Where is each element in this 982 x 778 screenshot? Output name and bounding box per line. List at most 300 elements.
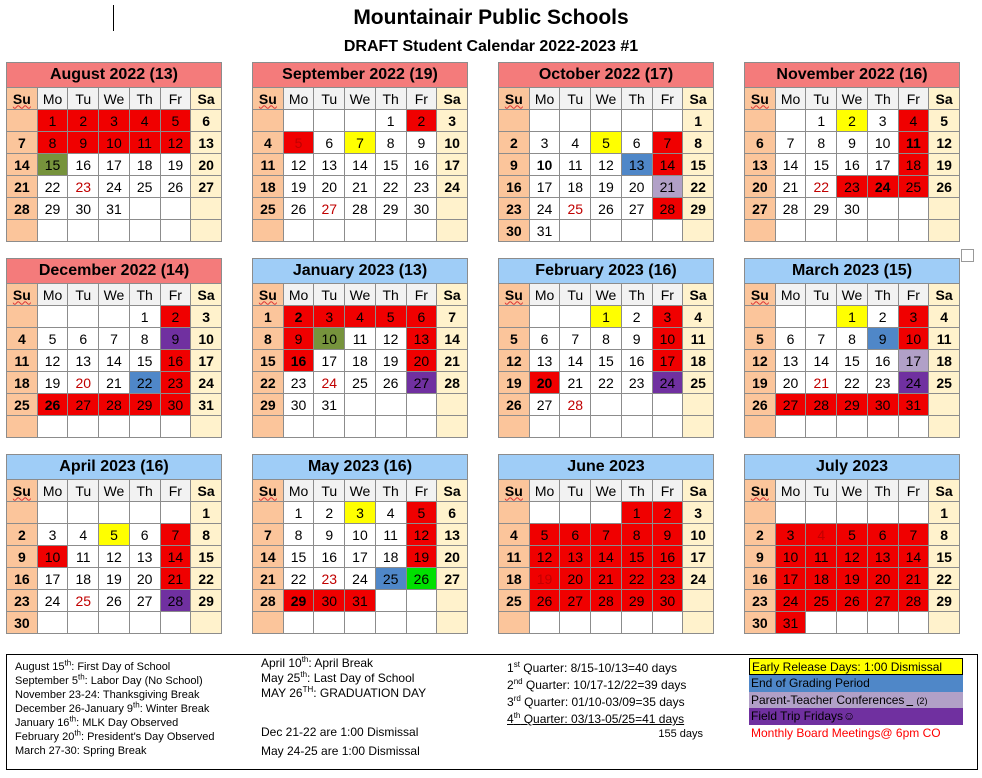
day-cell: 16 [867, 350, 898, 372]
month-header: April 2023 (16) [7, 455, 222, 480]
day-cell: 24 [345, 568, 376, 590]
weekday-header: We [99, 480, 130, 502]
weekday-header: Mo [283, 480, 314, 502]
weekday-header [499, 284, 530, 306]
resize-handle[interactable] [961, 249, 974, 262]
weekday-header: Sa [437, 88, 468, 110]
day-cell: 14 [898, 546, 929, 568]
day-cell [68, 220, 99, 242]
day-cell [898, 220, 929, 242]
day-cell: 25 [7, 394, 38, 416]
day-cell: 23 [499, 198, 530, 220]
day-cell: 17 [867, 154, 898, 176]
day-cell: 27 [314, 198, 345, 220]
day-cell [806, 612, 837, 634]
day-cell [775, 416, 806, 438]
weekday-header [253, 480, 284, 502]
weekday-header: Mo [37, 480, 68, 502]
day-cell: 2 [406, 110, 437, 132]
day-cell: 14 [560, 350, 591, 372]
day-cell: 21 [160, 568, 191, 590]
day-cell: 6 [68, 328, 99, 350]
day-cell: 15 [191, 546, 222, 568]
day-cell [160, 416, 191, 438]
weekday-header: Tu [806, 480, 837, 502]
day-cell: 25 [499, 590, 530, 612]
weekday-header: Mo [775, 480, 806, 502]
weekday-label: Su [504, 90, 523, 107]
day-cell: 28 [437, 372, 468, 394]
day-cell: 11 [68, 546, 99, 568]
weekday-header: Th [375, 284, 406, 306]
day-cell: 28 [7, 198, 38, 220]
weekday-header: Tu [806, 284, 837, 306]
day-cell [837, 220, 868, 242]
day-cell [499, 416, 530, 438]
day-cell [683, 394, 714, 416]
day-cell: 16 [621, 350, 652, 372]
day-cell [253, 612, 284, 634]
day-cell: 4 [68, 524, 99, 546]
month-calendar [6, 258, 222, 438]
month-calendar [744, 258, 960, 438]
day-cell: 27 [745, 198, 776, 220]
weekday-header: Sa [683, 284, 714, 306]
day-cell: 26 [406, 568, 437, 590]
day-cell: 19 [591, 176, 622, 198]
weekday-header: We [837, 284, 868, 306]
weekday-header: Mo [529, 480, 560, 502]
weekday-header: Fr [898, 480, 929, 502]
day-cell: 10 [652, 328, 683, 350]
weekday-header: We [99, 88, 130, 110]
day-cell: 5 [529, 524, 560, 546]
day-cell: 12 [529, 546, 560, 568]
weekday-label: Su [504, 482, 523, 499]
day-cell [129, 612, 160, 634]
day-cell: 6 [560, 524, 591, 546]
day-cell: 11 [7, 350, 38, 372]
day-cell: 4 [375, 502, 406, 524]
day-cell: 29 [837, 394, 868, 416]
day-cell: 24 [37, 590, 68, 612]
day-cell: 19 [929, 154, 960, 176]
day-cell: 21 [591, 568, 622, 590]
day-cell: 22 [129, 372, 160, 394]
day-cell: 18 [499, 568, 530, 590]
day-cell: 20 [745, 176, 776, 198]
day-cell [499, 502, 530, 524]
day-cell [406, 416, 437, 438]
day-cell: 21 [898, 568, 929, 590]
day-cell: 17 [437, 154, 468, 176]
weekday-header: Sa [191, 284, 222, 306]
day-cell [160, 612, 191, 634]
day-cell: 29 [683, 198, 714, 220]
day-cell: 25 [898, 176, 929, 198]
day-cell [345, 394, 376, 416]
day-cell: 28 [591, 590, 622, 612]
day-cell: 7 [652, 132, 683, 154]
day-cell: 29 [621, 590, 652, 612]
day-cell: 27 [529, 394, 560, 416]
day-cell: 18 [129, 154, 160, 176]
day-cell [375, 220, 406, 242]
page-title: Mountainair Public Schools [353, 6, 629, 29]
day-cell: 11 [560, 154, 591, 176]
day-cell: 28 [99, 394, 130, 416]
day-cell: 2 [867, 306, 898, 328]
month-calendar [744, 454, 960, 634]
weekday-header: We [591, 284, 622, 306]
day-cell: 6 [191, 110, 222, 132]
day-cell: 13 [560, 546, 591, 568]
day-cell: 16 [68, 154, 99, 176]
day-cell [591, 612, 622, 634]
day-cell: 26 [529, 590, 560, 612]
day-cell: 7 [591, 524, 622, 546]
weekday-header: Fr [652, 88, 683, 110]
day-cell: 3 [99, 110, 130, 132]
day-cell: 14 [99, 350, 130, 372]
day-cell: 23 [160, 372, 191, 394]
day-cell [314, 612, 345, 634]
day-cell: 11 [499, 546, 530, 568]
day-cell: 10 [529, 154, 560, 176]
day-cell [929, 612, 960, 634]
weekday-header [745, 480, 776, 502]
day-cell: 9 [499, 154, 530, 176]
day-cell: 1 [129, 306, 160, 328]
day-cell: 5 [37, 328, 68, 350]
day-cell: 23 [283, 372, 314, 394]
day-cell: 5 [929, 110, 960, 132]
day-cell: 19 [37, 372, 68, 394]
day-cell: 10 [99, 132, 130, 154]
day-cell: 30 [499, 220, 530, 242]
day-cell: 4 [806, 524, 837, 546]
day-cell: 2 [837, 110, 868, 132]
day-cell: 8 [129, 328, 160, 350]
day-cell [406, 612, 437, 634]
day-cell: 27 [129, 590, 160, 612]
holiday-note: August 15th: First Day of School [15, 658, 171, 673]
day-cell [837, 416, 868, 438]
day-cell: 7 [253, 524, 284, 546]
day-cell: 17 [652, 350, 683, 372]
weekday-label: Su [258, 286, 277, 303]
day-cell: 31 [898, 394, 929, 416]
day-cell [837, 612, 868, 634]
day-cell: 16 [652, 546, 683, 568]
day-cell: 18 [560, 176, 591, 198]
day-cell [621, 394, 652, 416]
day-cell [591, 502, 622, 524]
day-cell [806, 502, 837, 524]
key-board-meetings: Monthly Board Meetings@ 6pm CO [751, 726, 941, 740]
day-cell: 29 [129, 394, 160, 416]
weekday-header: Mo [775, 88, 806, 110]
holiday-note: March 27-30: Spring Break [15, 745, 147, 757]
day-cell: 28 [160, 590, 191, 612]
weekday-header: Sa [929, 480, 960, 502]
weekday-header: Tu [806, 88, 837, 110]
day-cell: 17 [99, 154, 130, 176]
holiday-note: November 23-24: Thanksgiving Break [15, 689, 200, 701]
day-cell: 17 [345, 546, 376, 568]
day-cell: 31 [191, 394, 222, 416]
day-cell [560, 220, 591, 242]
day-cell: 8 [253, 328, 284, 350]
weekday-header: Th [621, 88, 652, 110]
weekday-header: Sa [929, 284, 960, 306]
day-cell: 21 [345, 176, 376, 198]
day-cell: 26 [745, 394, 776, 416]
day-cell [283, 220, 314, 242]
day-cell: 19 [745, 372, 776, 394]
day-cell: 20 [621, 176, 652, 198]
day-cell: 22 [621, 568, 652, 590]
weekday-header: Th [129, 88, 160, 110]
day-cell [499, 612, 530, 634]
day-cell: 11 [129, 132, 160, 154]
day-cell: 2 [621, 306, 652, 328]
day-cell: 21 [652, 176, 683, 198]
day-cell [621, 612, 652, 634]
day-cell: 18 [7, 372, 38, 394]
day-cell [499, 306, 530, 328]
day-cell: 25 [683, 372, 714, 394]
quarter-note: 3rd Quarter: 01/10-03/09=35 days [507, 694, 685, 709]
weekday-label: Su [750, 286, 769, 303]
key-conferences [749, 692, 963, 709]
day-cell: 30 [652, 590, 683, 612]
day-cell [867, 198, 898, 220]
weekday-header [7, 480, 38, 502]
day-cell: 29 [283, 590, 314, 612]
weekday-header: Th [621, 284, 652, 306]
weekday-header: Tu [560, 480, 591, 502]
day-cell [867, 416, 898, 438]
day-cell [314, 220, 345, 242]
day-cell: 3 [345, 502, 376, 524]
day-cell: 10 [867, 132, 898, 154]
day-cell: 15 [683, 154, 714, 176]
weekday-header [253, 284, 284, 306]
day-cell: 13 [314, 154, 345, 176]
day-cell: 14 [591, 546, 622, 568]
weekday-header: We [591, 88, 622, 110]
key-field-trip-label: Field Trip Fridays [751, 709, 844, 723]
weekday-header: Fr [160, 88, 191, 110]
day-cell: 10 [437, 132, 468, 154]
day-cell: 8 [806, 132, 837, 154]
day-cell: 12 [375, 328, 406, 350]
month-calendar [252, 62, 468, 242]
day-cell [253, 220, 284, 242]
day-cell: 28 [898, 590, 929, 612]
day-cell: 1 [621, 502, 652, 524]
day-cell: 18 [375, 546, 406, 568]
day-cell: 7 [7, 132, 38, 154]
day-cell: 3 [191, 306, 222, 328]
weekday-header: Th [867, 284, 898, 306]
day-cell: 12 [929, 132, 960, 154]
day-cell: 23 [652, 568, 683, 590]
day-cell [560, 612, 591, 634]
weekday-header: Sa [191, 480, 222, 502]
day-cell [37, 502, 68, 524]
day-cell: 9 [68, 132, 99, 154]
day-cell [437, 612, 468, 634]
weekday-header: Fr [406, 88, 437, 110]
day-cell: 7 [806, 328, 837, 350]
day-cell: 11 [683, 328, 714, 350]
weekday-header: Mo [37, 284, 68, 306]
day-cell: 9 [283, 328, 314, 350]
day-cell [775, 306, 806, 328]
weekday-header: Tu [560, 284, 591, 306]
day-cell [129, 220, 160, 242]
day-cell [406, 590, 437, 612]
day-cell: 25 [929, 372, 960, 394]
day-cell: 24 [898, 372, 929, 394]
weekday-header: We [345, 480, 376, 502]
day-cell: 3 [37, 524, 68, 546]
day-cell: 5 [591, 132, 622, 154]
weekday-header: Fr [406, 284, 437, 306]
dismissal-note-may: May 24-25 are 1:00 Dismissal [261, 744, 420, 758]
weekday-header: Sa [683, 480, 714, 502]
day-cell: 12 [745, 350, 776, 372]
weekday-header: We [345, 284, 376, 306]
day-cell [560, 416, 591, 438]
day-cell: 19 [375, 350, 406, 372]
day-cell: 22 [591, 372, 622, 394]
day-cell [437, 416, 468, 438]
day-cell: 22 [253, 372, 284, 394]
day-cell: 10 [191, 328, 222, 350]
day-cell: 19 [99, 568, 130, 590]
day-cell: 12 [406, 524, 437, 546]
day-cell: 17 [37, 568, 68, 590]
day-cell: 2 [652, 502, 683, 524]
day-cell: 19 [499, 372, 530, 394]
day-cell [806, 306, 837, 328]
day-cell: 8 [837, 328, 868, 350]
weekday-header: Mo [283, 284, 314, 306]
day-cell: 18 [683, 350, 714, 372]
day-cell: 4 [929, 306, 960, 328]
day-cell: 30 [68, 198, 99, 220]
day-cell: 12 [99, 546, 130, 568]
day-cell [529, 416, 560, 438]
day-cell: 30 [283, 394, 314, 416]
day-cell: 12 [160, 132, 191, 154]
day-cell: 29 [37, 198, 68, 220]
day-cell: 23 [867, 372, 898, 394]
day-cell: 1 [929, 502, 960, 524]
day-cell [68, 416, 99, 438]
day-cell: 9 [621, 328, 652, 350]
day-cell: 1 [253, 306, 284, 328]
weekday-label: Su [258, 90, 277, 107]
weekday-header [7, 88, 38, 110]
day-cell [745, 220, 776, 242]
day-cell: 22 [37, 176, 68, 198]
day-cell: 8 [591, 328, 622, 350]
day-cell: 16 [837, 154, 868, 176]
day-cell [867, 220, 898, 242]
day-cell [437, 394, 468, 416]
day-cell [129, 502, 160, 524]
day-cell [37, 416, 68, 438]
day-cell: 9 [867, 328, 898, 350]
day-cell: 22 [837, 372, 868, 394]
day-cell: 9 [406, 132, 437, 154]
day-cell: 13 [406, 328, 437, 350]
day-cell [283, 110, 314, 132]
day-cell [7, 416, 38, 438]
day-cell [652, 394, 683, 416]
day-cell: 8 [191, 524, 222, 546]
weekday-header: Fr [406, 480, 437, 502]
weekday-header: We [345, 88, 376, 110]
day-cell: 1 [837, 306, 868, 328]
day-cell: 22 [683, 176, 714, 198]
quarter-note: 1st Quarter: 8/15-10/13=40 days [507, 660, 678, 675]
day-cell [99, 416, 130, 438]
day-cell: 13 [745, 154, 776, 176]
month-header: December 2022 (14) [7, 259, 222, 284]
day-cell: 25 [560, 198, 591, 220]
day-cell [775, 220, 806, 242]
day-cell: 9 [652, 524, 683, 546]
day-cell: 20 [129, 568, 160, 590]
day-cell: 20 [68, 372, 99, 394]
day-cell [160, 220, 191, 242]
day-cell: 20 [437, 546, 468, 568]
weekday-header: We [591, 480, 622, 502]
day-cell: 8 [929, 524, 960, 546]
day-cell: 25 [129, 176, 160, 198]
day-cell: 15 [806, 154, 837, 176]
day-cell: 3 [529, 132, 560, 154]
day-cell: 8 [683, 132, 714, 154]
day-cell: 7 [160, 524, 191, 546]
day-cell: 14 [652, 154, 683, 176]
month-calendar [498, 454, 714, 634]
smiley-icon: ☺ [843, 709, 856, 723]
day-cell: 20 [191, 154, 222, 176]
day-cell: 23 [745, 590, 776, 612]
day-cell: 10 [345, 524, 376, 546]
weekday-header: Fr [160, 284, 191, 306]
day-cell: 5 [745, 328, 776, 350]
day-cell: 9 [837, 132, 868, 154]
weekday-header: Mo [529, 284, 560, 306]
day-cell: 31 [529, 220, 560, 242]
day-cell: 6 [437, 502, 468, 524]
weekday-header: Mo [529, 88, 560, 110]
day-cell: 17 [314, 350, 345, 372]
day-cell: 7 [99, 328, 130, 350]
key-field-trip [749, 708, 963, 725]
day-cell [68, 612, 99, 634]
day-cell: 20 [560, 568, 591, 590]
weekday-header: Fr [898, 284, 929, 306]
weekday-header [499, 480, 530, 502]
